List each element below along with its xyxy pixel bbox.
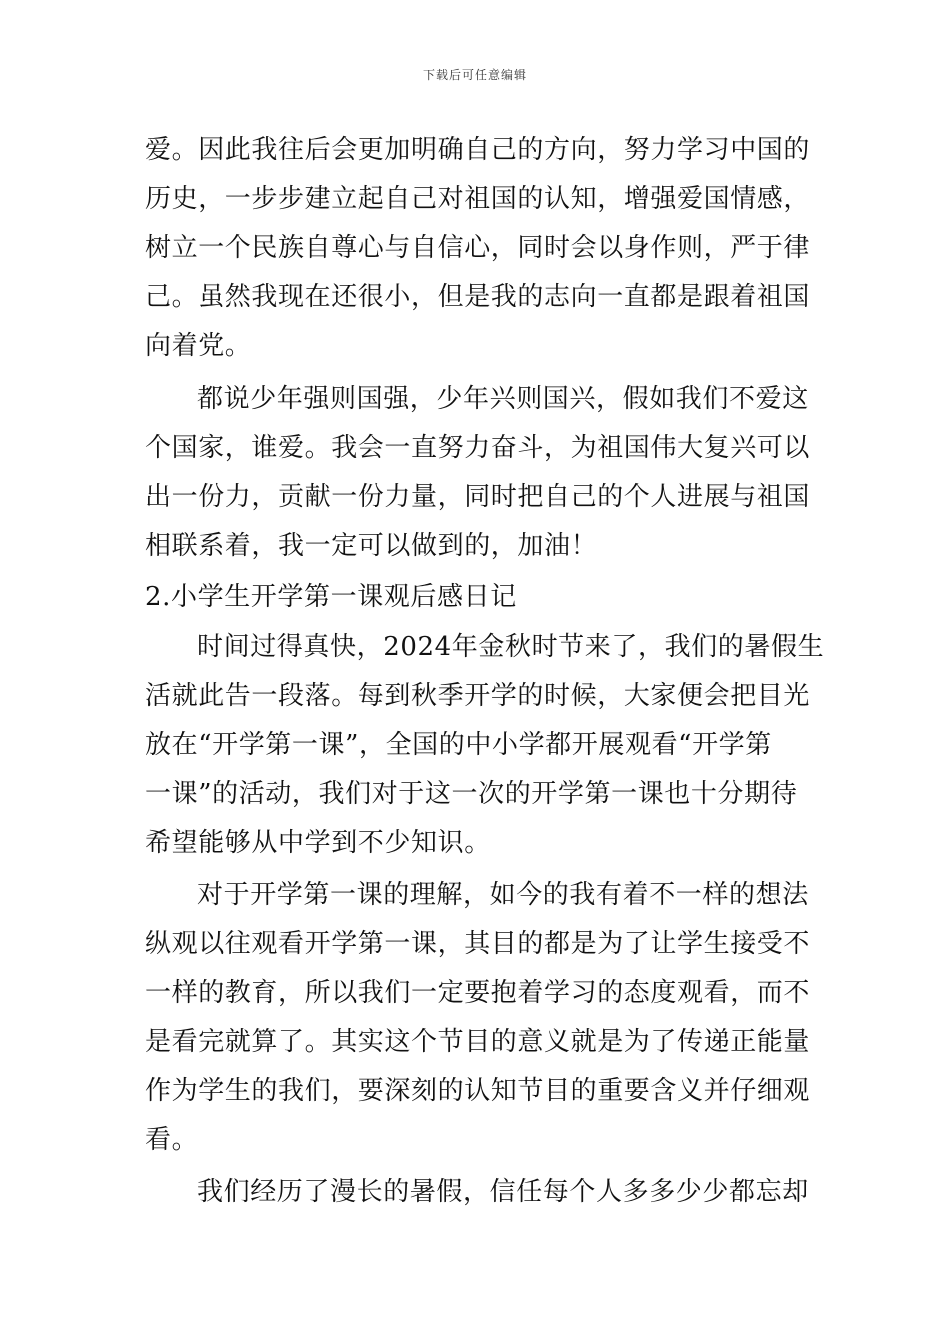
body-line: 一样的教育，所以我们一定要抱着学习的态度观看，而不 [145, 978, 811, 1008]
body-line: 出一份力，贡献一份力量，同时把自己的个人进展与祖国 [145, 482, 811, 512]
paragraph-first-line: 对于开学第一课的理解，如今的我有着不一样的想法 [197, 880, 809, 910]
body-line: 希望能够从中学到不少知识。 [145, 828, 491, 858]
body-line: 看。 [145, 1125, 199, 1155]
body-line: 纵观以往观看开学第一课，其目的都是为了让学生接受不 [145, 929, 811, 959]
body-line: 个国家，谁爱。我会一直努力奋斗，为祖国伟大复兴可以 [145, 433, 811, 463]
paragraph-first-line: 时间过得真快，2024年金秋时节来了，我们的暑假生 [197, 632, 825, 662]
section-heading: 2.小学生开学第一课观后感日记 [145, 582, 517, 612]
paragraph-first-line: 我们经历了漫长的暑假，信任每个人多多少少都忘却 [197, 1177, 809, 1207]
body-line: 树立一个民族自尊心与自信心，同时会以身作则，严于律 [145, 233, 811, 263]
body-line: 放在“开学第一课”，全国的中小学都开展观看“开学第 [145, 730, 772, 760]
body-line: 爱。因此我往后会更加明确自己的方向，努力学习中国的 [145, 135, 811, 165]
paragraph-first-line: 都说少年强则国强，少年兴则国兴，假如我们不爱这 [197, 384, 809, 414]
page-header: 下载后可任意编辑 [422, 68, 527, 82]
body-line: 作为学生的我们，要深刻的认知节目的重要含义并仔细观 [145, 1076, 811, 1106]
body-line: 一课”的活动，我们对于这一次的开学第一课也十分期待 [145, 779, 798, 809]
body-line: 历史，一步步建立起自己对祖国的认知，增强爱国情感， [145, 184, 811, 214]
body-line: 是看完就算了。其实这个节目的意义就是为了传递正能量 [145, 1027, 811, 1057]
body-line: 活就此告一段落。每到秋季开学的时候，大家便会把目光 [145, 681, 811, 711]
body-line: 己。虽然我现在还很小，但是我的志向一直都是跟着祖国 [145, 282, 811, 312]
body-line: 向着党。 [145, 331, 252, 361]
body-line: 相联系着，我一定可以做到的，加油！ [145, 531, 598, 561]
